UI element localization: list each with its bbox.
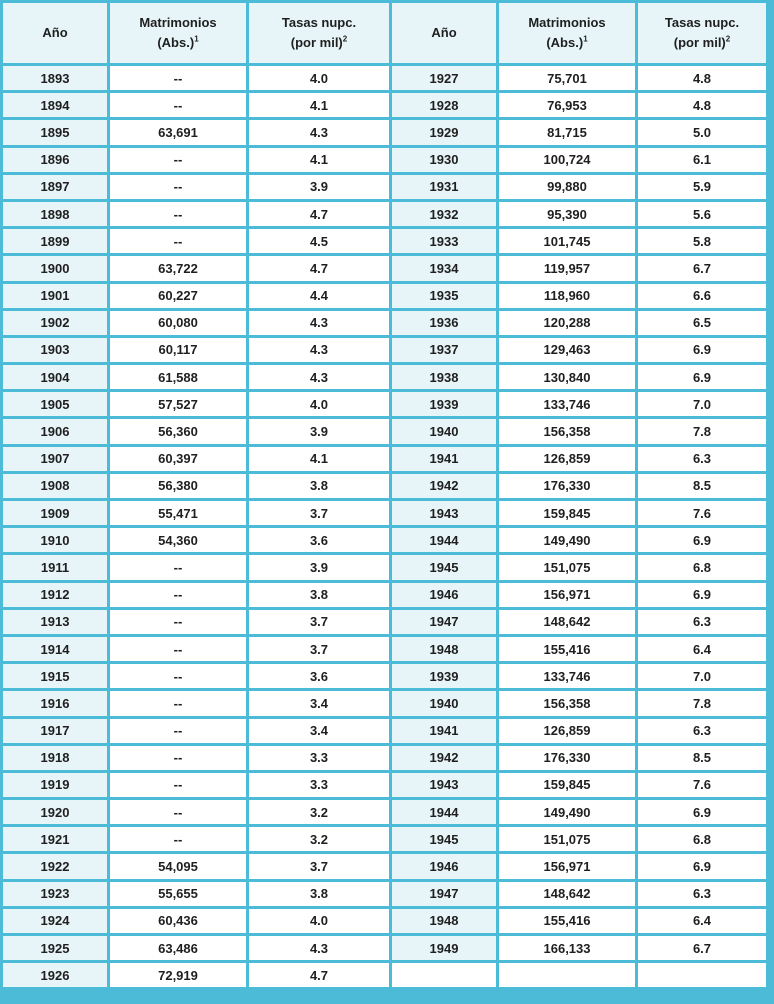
table-row — [3, 284, 766, 308]
year-cell: 1942 — [392, 746, 496, 770]
header-marriages-line2: $(Abs.)^1$ — [546, 34, 588, 50]
year-cell: 1928 — [392, 93, 496, 117]
rate-cell: 6.8 — [638, 827, 766, 851]
year-cell: 1904 — [3, 365, 107, 389]
table-row — [3, 202, 766, 226]
year-cell: 1906 — [3, 419, 107, 443]
table-row — [3, 555, 766, 579]
header-marriages-left — [110, 3, 246, 63]
rate-cell: 4.8 — [638, 66, 766, 90]
marriages-cell: 99,880 — [499, 175, 635, 199]
rate-cell: 5.9 — [638, 175, 766, 199]
year-cell: 1896 — [3, 148, 107, 172]
year-cell: 1894 — [3, 93, 107, 117]
marriages-cell: 149,490 — [499, 528, 635, 552]
table-row — [3, 256, 766, 280]
rate-cell: 4.7 — [249, 202, 389, 226]
rate-cell: 3.9 — [249, 419, 389, 443]
year-cell: 1938 — [392, 365, 496, 389]
marriages-cell: 118,960 — [499, 284, 635, 308]
marriages-cell: 63,486 — [110, 936, 246, 960]
rate-cell: 8.5 — [638, 746, 766, 770]
year-cell: 1948 — [392, 637, 496, 661]
table-row — [3, 311, 766, 335]
marriages-cell: 55,655 — [110, 882, 246, 906]
rate-cell: 7.8 — [638, 691, 766, 715]
header-year-left: Año — [3, 3, 107, 63]
marriages-cell: 149,490 — [499, 800, 635, 824]
header-rates-line1: Tasas nupc. — [664, 15, 740, 30]
rate-cell: 6.7 — [638, 256, 766, 280]
table-row — [3, 583, 766, 607]
year-cell: 1932 — [392, 202, 496, 226]
rate-cell: 4.1 — [249, 93, 389, 117]
marriages-cell: -- — [110, 175, 246, 199]
rate-cell: 6.4 — [638, 637, 766, 661]
marriages-cell: -- — [110, 610, 246, 634]
marriages-cell: 133,746 — [499, 664, 635, 688]
header-marriages-line1: Matrimonios — [139, 15, 217, 30]
table-row — [3, 909, 766, 933]
year-cell: 1897 — [3, 175, 107, 199]
year-cell: 1893 — [3, 66, 107, 90]
marriages-cell: -- — [110, 229, 246, 253]
rate-cell: 4.3 — [249, 365, 389, 389]
rate-cell: 3.8 — [249, 474, 389, 498]
year-cell: 1915 — [3, 664, 107, 688]
year-cell: 1945 — [392, 555, 496, 579]
table-row — [3, 365, 766, 389]
rate-cell: 6.9 — [638, 528, 766, 552]
table-row — [3, 936, 766, 960]
rate-cell: 4.5 — [249, 229, 389, 253]
year-cell: 1909 — [3, 501, 107, 525]
year-cell: 1912 — [3, 583, 107, 607]
year-cell: 1903 — [3, 338, 107, 362]
year-cell: 1922 — [3, 854, 107, 878]
marriages-cell: 129,463 — [499, 338, 635, 362]
year-cell: 1945 — [392, 827, 496, 851]
marriages-cell: 126,859 — [499, 447, 635, 471]
rate-cell: 6.3 — [638, 719, 766, 743]
rate-cell: 6.5 — [638, 311, 766, 335]
marriages-cell: 155,416 — [499, 909, 635, 933]
marriages-cell: 72,919 — [110, 963, 246, 987]
table-row — [3, 800, 766, 824]
year-cell: 1942 — [392, 474, 496, 498]
rate-cell: 6.8 — [638, 555, 766, 579]
year-cell: 1941 — [392, 447, 496, 471]
year-cell: 1941 — [392, 719, 496, 743]
table-row — [3, 474, 766, 498]
year-cell: 1947 — [392, 610, 496, 634]
rate-cell: 3.6 — [249, 664, 389, 688]
marriages-cell: 57,527 — [110, 392, 246, 416]
year-cell: 1913 — [3, 610, 107, 634]
marriages-cell: -- — [110, 800, 246, 824]
year-cell: 1900 — [3, 256, 107, 280]
marriages-cell: -- — [110, 148, 246, 172]
table-row — [3, 447, 766, 471]
marriages-cell: -- — [110, 66, 246, 90]
marriages-cell: -- — [110, 93, 246, 117]
table-row — [3, 746, 766, 770]
marriages-cell: -- — [110, 555, 246, 579]
table-row — [3, 963, 766, 987]
marriages-cell: 151,075 — [499, 827, 635, 851]
rate-cell: 4.7 — [249, 256, 389, 280]
header-marriages-right — [499, 3, 635, 63]
marriages-cell: 159,845 — [499, 773, 635, 797]
rate-cell: 6.3 — [638, 882, 766, 906]
year-cell: 1916 — [3, 691, 107, 715]
table-row — [3, 419, 766, 443]
marriages-cell: 119,957 — [499, 256, 635, 280]
rate-cell: 7.8 — [638, 419, 766, 443]
rate-cell: 4.1 — [249, 148, 389, 172]
table-row — [3, 637, 766, 661]
marriages-cell: -- — [110, 664, 246, 688]
year-cell: 1899 — [3, 229, 107, 253]
year-cell: 1940 — [392, 691, 496, 715]
year-cell: 1923 — [3, 882, 107, 906]
rate-cell: 3.2 — [249, 827, 389, 851]
year-cell: 1939 — [392, 664, 496, 688]
rate-cell: 8.5 — [638, 474, 766, 498]
year-cell: 1929 — [392, 120, 496, 144]
rate-cell: 7.6 — [638, 501, 766, 525]
year-cell: 1937 — [392, 338, 496, 362]
marriages-cell: 101,745 — [499, 229, 635, 253]
marriages-cell: 155,416 — [499, 637, 635, 661]
rate-cell: 4.0 — [249, 909, 389, 933]
year-cell: 1933 — [392, 229, 496, 253]
table-row — [3, 120, 766, 144]
rate-cell: 5.6 — [638, 202, 766, 226]
rate-cell: 4.3 — [249, 338, 389, 362]
rate-cell: 6.9 — [638, 583, 766, 607]
marriages-cell: 54,360 — [110, 528, 246, 552]
header-year-right: Año — [392, 3, 496, 63]
rate-cell: 6.7 — [638, 936, 766, 960]
rate-cell: 6.9 — [638, 365, 766, 389]
marriages-cell: -- — [110, 773, 246, 797]
header-rates-line2: (por mil)$^2$ — [290, 34, 348, 50]
rate-cell: 3.4 — [249, 719, 389, 743]
year-cell: 1936 — [392, 311, 496, 335]
header-marriages-line2: $(Abs.)^1$ — [157, 34, 199, 50]
year-cell: 1946 — [392, 583, 496, 607]
rate-cell: 6.3 — [638, 610, 766, 634]
rate-cell: 5.8 — [638, 229, 766, 253]
marriages-cell: 76,953 — [499, 93, 635, 117]
year-cell: 1944 — [392, 528, 496, 552]
year-cell: 1926 — [3, 963, 107, 987]
rate-cell: 3.7 — [249, 854, 389, 878]
year-cell: 1918 — [3, 746, 107, 770]
year-cell: 1921 — [3, 827, 107, 851]
year-cell: 1925 — [3, 936, 107, 960]
rate-cell: 6.9 — [638, 338, 766, 362]
marriages-cell: 151,075 — [499, 555, 635, 579]
marriages-cell: 130,840 — [499, 365, 635, 389]
marriages-cell: 55,471 — [110, 501, 246, 525]
rate-cell: 6.9 — [638, 800, 766, 824]
rate-cell: 5.0 — [638, 120, 766, 144]
year-cell: 1911 — [3, 555, 107, 579]
rate-cell: 3.8 — [249, 583, 389, 607]
marriages-cell: 56,380 — [110, 474, 246, 498]
year-cell: 1917 — [3, 719, 107, 743]
rate-cell: 6.3 — [638, 447, 766, 471]
year-cell: 1946 — [392, 854, 496, 878]
marriages-cell: 60,227 — [110, 284, 246, 308]
year-cell: 1914 — [3, 637, 107, 661]
rate-cell: 4.4 — [249, 284, 389, 308]
rate-cell: 4.7 — [249, 963, 389, 987]
marriages-cell: 159,845 — [499, 501, 635, 525]
rate-cell: 3.8 — [249, 882, 389, 906]
year-cell: 1927 — [392, 66, 496, 90]
table-row — [3, 501, 766, 525]
marriages-cell: 133,746 — [499, 392, 635, 416]
header-marriages-line1: Matrimonios — [528, 15, 606, 30]
year-cell: 1935 — [392, 284, 496, 308]
year-cell: 1924 — [3, 909, 107, 933]
rate-cell: 6.6 — [638, 284, 766, 308]
header-rates-line2: (por mil)$^2$ — [673, 34, 731, 50]
rate-cell: 4.3 — [249, 936, 389, 960]
year-cell: 1898 — [3, 202, 107, 226]
table-row — [3, 528, 766, 552]
table-row — [3, 827, 766, 851]
header-rates-left — [249, 3, 389, 63]
rate-cell: 3.3 — [249, 773, 389, 797]
table-row — [3, 691, 766, 715]
year-cell: 1901 — [3, 284, 107, 308]
marriages-cell: 156,358 — [499, 419, 635, 443]
rate-cell: 6.1 — [638, 148, 766, 172]
empty-cell — [638, 963, 766, 987]
table-row — [3, 148, 766, 172]
year-cell: 1905 — [3, 392, 107, 416]
marriages-cell: -- — [110, 827, 246, 851]
table-row — [3, 664, 766, 688]
marriages-cell: 60,080 — [110, 311, 246, 335]
year-cell: 1947 — [392, 882, 496, 906]
year-cell: 1919 — [3, 773, 107, 797]
empty-cell — [392, 963, 496, 987]
year-cell: 1939 — [392, 392, 496, 416]
year-cell: 1940 — [392, 419, 496, 443]
header-rates-line1: Tasas nupc. — [281, 15, 357, 30]
year-cell: 1943 — [392, 773, 496, 797]
year-cell: 1908 — [3, 474, 107, 498]
marriages-cell: 156,358 — [499, 691, 635, 715]
table-row — [3, 93, 766, 117]
marriages-cell: 54,095 — [110, 854, 246, 878]
marriages-cell: 166,133 — [499, 936, 635, 960]
marriages-cell: -- — [110, 719, 246, 743]
rate-cell: 6.4 — [638, 909, 766, 933]
rate-cell: 3.4 — [249, 691, 389, 715]
marriages-cell: -- — [110, 637, 246, 661]
marriages-cell: 56,360 — [110, 419, 246, 443]
rate-cell: 7.0 — [638, 664, 766, 688]
header-rates-right — [638, 3, 766, 63]
year-cell: 1930 — [392, 148, 496, 172]
rate-cell: 7.6 — [638, 773, 766, 797]
marriages-cell: -- — [110, 202, 246, 226]
marriages-cell: 156,971 — [499, 854, 635, 878]
rate-cell: 7.0 — [638, 392, 766, 416]
year-cell: 1907 — [3, 447, 107, 471]
rate-cell: 3.6 — [249, 528, 389, 552]
rate-cell: 3.9 — [249, 175, 389, 199]
table-row — [3, 229, 766, 253]
rate-cell: 3.7 — [249, 610, 389, 634]
table-row — [3, 175, 766, 199]
year-cell: 1944 — [392, 800, 496, 824]
marriages-cell: 60,436 — [110, 909, 246, 933]
year-cell: 1895 — [3, 120, 107, 144]
marriages-cell: 156,971 — [499, 583, 635, 607]
table-row — [3, 854, 766, 878]
rate-cell: 4.3 — [249, 120, 389, 144]
year-cell: 1902 — [3, 311, 107, 335]
table-row — [3, 719, 766, 743]
marriages-cell: -- — [110, 583, 246, 607]
header-row — [3, 3, 766, 63]
marriages-cell: 126,859 — [499, 719, 635, 743]
marriages-cell: -- — [110, 746, 246, 770]
marriages-cell: 148,642 — [499, 610, 635, 634]
marriages-cell: 176,330 — [499, 474, 635, 498]
rate-cell: 3.9 — [249, 555, 389, 579]
table-row — [3, 882, 766, 906]
marriages-cell: 176,330 — [499, 746, 635, 770]
marriages-cell: 100,724 — [499, 148, 635, 172]
table-row — [3, 392, 766, 416]
table-row — [3, 66, 766, 90]
year-cell: 1943 — [392, 501, 496, 525]
marriages-cell: 120,288 — [499, 311, 635, 335]
table-row — [3, 773, 766, 797]
rate-cell: 4.3 — [249, 311, 389, 335]
rate-cell: 3.7 — [249, 501, 389, 525]
year-cell: 1910 — [3, 528, 107, 552]
marriages-cell: 60,117 — [110, 338, 246, 362]
rate-cell: 3.3 — [249, 746, 389, 770]
rate-cell: 6.9 — [638, 854, 766, 878]
rate-cell: 4.8 — [638, 93, 766, 117]
rate-cell: 3.2 — [249, 800, 389, 824]
marriages-cell: 63,722 — [110, 256, 246, 280]
marriages-cell: 95,390 — [499, 202, 635, 226]
year-cell: 1949 — [392, 936, 496, 960]
rate-cell: 4.0 — [249, 392, 389, 416]
marriages-cell: 63,691 — [110, 120, 246, 144]
rate-cell: 3.7 — [249, 637, 389, 661]
year-cell: 1931 — [392, 175, 496, 199]
marriages-cell: 61,588 — [110, 365, 246, 389]
year-cell: 1948 — [392, 909, 496, 933]
marriages-cell: -- — [110, 691, 246, 715]
table-row — [3, 610, 766, 634]
table-body — [3, 66, 766, 987]
rate-cell: 4.0 — [249, 66, 389, 90]
empty-cell — [499, 963, 635, 987]
marriages-cell: 148,642 — [499, 882, 635, 906]
year-cell: 1934 — [392, 256, 496, 280]
year-cell: 1920 — [3, 800, 107, 824]
marriages-cell: 75,701 — [499, 66, 635, 90]
marriages-cell: 60,397 — [110, 447, 246, 471]
marriages-cell: 81,715 — [499, 120, 635, 144]
rate-cell: 4.1 — [249, 447, 389, 471]
table-row — [3, 338, 766, 362]
